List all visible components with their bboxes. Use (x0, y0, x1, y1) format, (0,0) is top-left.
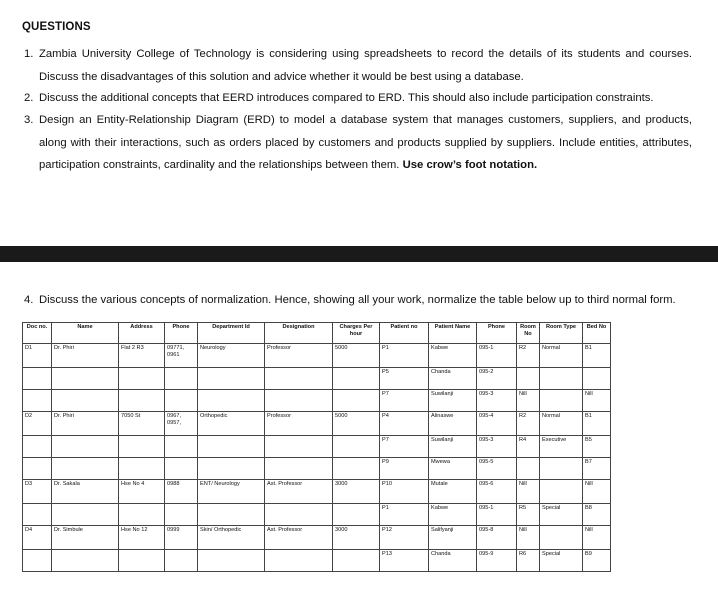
question-number: 1. (24, 48, 34, 60)
table-cell (517, 368, 540, 390)
table-cell: B1 (583, 412, 611, 436)
table-cell: 09771, 0961 (165, 344, 198, 368)
table-cell: P5 (380, 368, 429, 390)
table-cell: 3000 (333, 526, 380, 550)
table-cell (540, 526, 583, 550)
table-cell (198, 368, 265, 390)
table-cell (333, 504, 380, 526)
table-cell (119, 458, 165, 480)
question-number: 3. (24, 114, 34, 126)
table-cell: P7 (380, 436, 429, 458)
table-cell: Professor (265, 412, 333, 436)
table-cell (52, 550, 119, 572)
question-text (39, 109, 692, 177)
table-cell: 0967, 0957, (165, 412, 198, 436)
table-cell (165, 550, 198, 572)
column-header: Address (119, 323, 165, 344)
table-cell (165, 368, 198, 390)
table-cell: 095-6 (477, 480, 517, 504)
table-cell (198, 504, 265, 526)
table-cell: D1 (23, 344, 52, 368)
table-cell: Special (540, 550, 583, 572)
table-cell: 095-4 (477, 412, 517, 436)
table-cell: P7 (380, 390, 429, 412)
table-cell: Dr. Sakala (52, 480, 119, 504)
question-text-bold: Use crow’s foot notation. (402, 159, 538, 171)
table-cell: Nill (517, 526, 540, 550)
table-cell (23, 550, 52, 572)
table-cell (333, 550, 380, 572)
table-cell (540, 390, 583, 412)
table-cell: Professor (265, 344, 333, 368)
table-cell: Flat 2 R3 (119, 344, 165, 368)
table-cell: ENT/ Neurology (198, 480, 265, 504)
table-cell (265, 458, 333, 480)
table-cell: 5000 (333, 412, 380, 436)
table-cell (52, 436, 119, 458)
question-number: 2. (24, 92, 34, 104)
table-cell: R2 (517, 344, 540, 368)
table-cell: B8 (583, 504, 611, 526)
table-cell: P4 (380, 412, 429, 436)
table-row (23, 412, 611, 436)
table-cell: Kabwe (429, 504, 477, 526)
table-cell (333, 436, 380, 458)
table-cell: R5 (517, 504, 540, 526)
table-cell: Normal (540, 344, 583, 368)
table-cell: 3000 (333, 480, 380, 504)
table-cell: B1 (583, 344, 611, 368)
column-header: Department Id (198, 323, 265, 344)
table-cell (540, 480, 583, 504)
table-cell (333, 368, 380, 390)
table-cell: 095-3 (477, 390, 517, 412)
table-cell: D2 (23, 412, 52, 436)
table-cell (198, 550, 265, 572)
table-cell: R2 (517, 412, 540, 436)
table-cell (265, 368, 333, 390)
question-text: Discuss the additional concepts that EERD introduces compared to ERD. This should also include participation constraints. (39, 92, 654, 104)
table-cell (265, 390, 333, 412)
table-cell: Executive (540, 436, 583, 458)
column-header: Patient no (380, 323, 429, 344)
normalization-table (22, 322, 611, 572)
table-cell (52, 390, 119, 412)
table-cell (23, 390, 52, 412)
table-cell: Dr. Phiri (52, 344, 119, 368)
table-cell (265, 504, 333, 526)
question-1 (24, 43, 692, 88)
table-cell (265, 550, 333, 572)
table-cell (23, 368, 52, 390)
table-cell: Nill (517, 480, 540, 504)
table-cell (333, 390, 380, 412)
table-cell (198, 458, 265, 480)
table-cell: 095-1 (477, 344, 517, 368)
table-cell (265, 436, 333, 458)
table-cell: Kabwe (429, 344, 477, 368)
table-cell (23, 458, 52, 480)
column-header: Phone (165, 323, 198, 344)
column-header: Designation (265, 323, 333, 344)
table-row (23, 504, 611, 526)
table-cell (333, 458, 380, 480)
column-header: Room Type (540, 323, 583, 344)
table-cell (119, 436, 165, 458)
table-cell (52, 368, 119, 390)
table-cell: 095-1 (477, 504, 517, 526)
table-cell: D3 (23, 480, 52, 504)
table-cell (198, 390, 265, 412)
table-cell: Nill (517, 390, 540, 412)
table-cell: Nill (583, 480, 611, 504)
table-cell: Ast. Professor (265, 480, 333, 504)
question-text-main: Design an Entity-Relationship Diagram (ERD) to model a database system that manages customers, suppliers, and products, along with their interactions, such as orders placed by customers and products supplied by suppliers. Include entities, attributes, participation constraints, cardinality and the relationships between them. (39, 114, 692, 171)
table-cell (23, 436, 52, 458)
question-number: 4. (24, 294, 34, 306)
table-cell: 5000 (333, 344, 380, 368)
table-row (23, 390, 611, 412)
column-header: Charges Per hour (333, 323, 380, 344)
table-cell: P13 (380, 550, 429, 572)
table-cell (119, 504, 165, 526)
page-heading: QUESTIONS (22, 21, 91, 33)
table-cell: P9 (380, 458, 429, 480)
table-cell: D4 (23, 526, 52, 550)
table-cell (52, 504, 119, 526)
table-cell: Normal (540, 412, 583, 436)
table-cell: 095-2 (477, 368, 517, 390)
table-cell: Chanda (429, 550, 477, 572)
table-cell (119, 550, 165, 572)
column-header: Doc no. (23, 323, 52, 344)
table-row (23, 458, 611, 480)
table-row (23, 436, 611, 458)
table-cell (165, 390, 198, 412)
table-cell: Salifyanji (429, 526, 477, 550)
table-cell: Orthopedic (198, 412, 265, 436)
question-2 (24, 87, 692, 110)
table-cell: Skin/ Orthopedic (198, 526, 265, 550)
table-cell: P1 (380, 344, 429, 368)
question-4 (24, 289, 692, 312)
table-cell: 7050 St (119, 412, 165, 436)
table-header-row (23, 323, 611, 344)
table-cell: 0999 (165, 526, 198, 550)
table-cell (165, 458, 198, 480)
table-cell: 0988 (165, 480, 198, 504)
table-cell: 095-9 (477, 550, 517, 572)
table-cell: Suwilanji (429, 436, 477, 458)
question-text: Discuss the various concepts of normalization. Hence, showing all your work, normalize the table below up to third normal form. (39, 294, 676, 306)
page-separator-band (0, 246, 718, 262)
table-cell: B5 (583, 436, 611, 458)
table-cell: Alinaswe (429, 412, 477, 436)
table-cell (517, 458, 540, 480)
table-row (23, 344, 611, 368)
table-cell: Nill (583, 526, 611, 550)
table-cell (23, 504, 52, 526)
table-cell: R4 (517, 436, 540, 458)
table-cell: Mutale (429, 480, 477, 504)
table-cell: Ast. Professor (265, 526, 333, 550)
table-cell: P10 (380, 480, 429, 504)
table-cell: 095-5 (477, 458, 517, 480)
table-row (23, 526, 611, 550)
column-header: Bed No (583, 323, 611, 344)
table-cell (119, 390, 165, 412)
table-cell: Mwewa (429, 458, 477, 480)
table-row (23, 368, 611, 390)
table-cell: Hse No 12 (119, 526, 165, 550)
table-cell (198, 436, 265, 458)
table-cell: Suwilanji (429, 390, 477, 412)
table-cell: B7 (583, 458, 611, 480)
column-header: Name (52, 323, 119, 344)
table-cell: Chanda (429, 368, 477, 390)
table-cell: P1 (380, 504, 429, 526)
table-cell: 095-8 (477, 526, 517, 550)
table-cell: Dr. Phiri (52, 412, 119, 436)
table-row (23, 480, 611, 504)
table-cell: Hse No 4 (119, 480, 165, 504)
table-cell: P12 (380, 526, 429, 550)
table-cell: Nill (583, 390, 611, 412)
table-cell: Special (540, 504, 583, 526)
column-header: Room No (517, 323, 540, 344)
table-cell (52, 458, 119, 480)
question-3 (24, 109, 692, 177)
table-cell: Neurology (198, 344, 265, 368)
table-cell: Dr. Simbule (52, 526, 119, 550)
column-header: Patient Name (429, 323, 477, 344)
table-cell: B9 (583, 550, 611, 572)
table-row (23, 550, 611, 572)
table-cell: R6 (517, 550, 540, 572)
column-header: Phone (477, 323, 517, 344)
table-cell: 095-3 (477, 436, 517, 458)
table-cell (540, 458, 583, 480)
table-cell (119, 368, 165, 390)
table-cell (165, 436, 198, 458)
question-text: Zambia University College of Technology is considering using spreadsheets to record the details of its students and courses. Discuss the disadvantages of this solution and advice whether it would be best using a database. (39, 48, 692, 83)
table-cell (540, 368, 583, 390)
table-cell (165, 504, 198, 526)
table-cell (583, 368, 611, 390)
